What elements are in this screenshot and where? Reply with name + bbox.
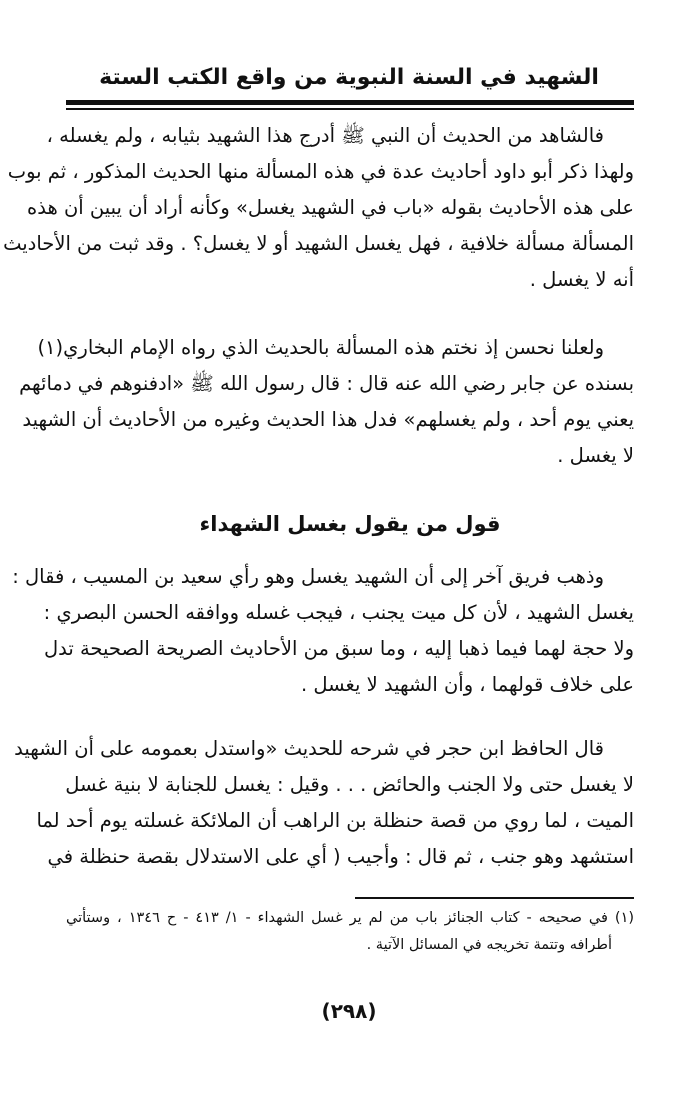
text-line: لا يغسل . [557,444,634,467]
section-heading: قول من يقول بغسل الشهداء [199,512,501,536]
paragraph-2 [19,330,634,474]
text-line: أنه لا يغسل . [529,268,634,291]
page-number: (٢٩٨) [321,999,377,1023]
header-rule-thick [66,100,634,105]
paragraph-3 [12,559,634,703]
text-line: لا يغسل حتى ولا الجنب والحائض . . . وقيل : يغسل للجنابة لا بنية غسل [65,773,634,796]
text-line: ولهذا ذكر أبو داود أحاديث عدة في هذه المسألة منها الحديث المذكور ، ثم بوب [7,160,634,183]
text-line: ولعلنا نحسن إذ نختم هذه المسألة بالحديث الذي رواه الإمام البخاري(١) [37,336,604,359]
text-line: وذهب فريق آخر إلى أن الشهيد يغسل وهو رأي سعيد بن المسيب ، فقال : [12,565,604,588]
footnote-line: أطرافه وتتمة تخريجه في المسائل الآتية . [366,937,612,953]
text-line: يعني يوم أحد ، ولم يغسلهم» فدل هذا الحديث وغيره من الأحاديث أن الشهيد [22,408,634,431]
running-header-title: الشهيد في السنة النبوية من واقع الكتب الستة [99,65,599,90]
text-line: استشهد وهو جنب ، ثم قال : وأجيب ( أي على الاستدلال بقصة حنظلة في [47,845,634,868]
text-line: بسنده عن جابر رضي الله عنه قال : قال رسول الله ﷺ «ادفنوهم في دمائهم [19,372,634,395]
footnote [66,905,634,959]
footnote-line: (١) في صحيحه - كتاب الجنائز باب من لم ير غسل الشهداء - ١/ ٤١٣ - ح ١٣٤٦ ، وستأتي [66,910,635,926]
paragraph-1 [3,118,634,298]
text-line: المسألة مسألة خلافية ، فهل يغسل الشهيد أو لا يغسل؟ . وقد ثبت من الأحاديث [3,232,634,255]
text-line: على خلاف قولهما ، وأن الشهيد لا يغسل . [300,673,634,696]
header-rule-thin [66,108,634,110]
text-line: فالشاهد من الحديث أن النبي ﷺ أدرج هذا الشهيد بثيابه ، ولم يغسله ، [46,124,604,147]
text-line: ولا حجة لهما فيما ذهبا إليه ، وما سبق من الأحاديث الصريحة الصحيحة تدل [43,637,634,660]
text-line: قال الحافظ ابن حجر في شرحه للحديث «واستدل بعمومه على أن الشهيد [14,737,604,760]
paragraph-4 [14,731,634,875]
footnote-rule [355,897,634,899]
text-line: على هذه الأحاديث بقوله «باب في الشهيد يغسل» وكأنه أراد أن يبين أن هذه [27,196,634,219]
text-line: الميت ، لما روي من قصة حنظلة بن الراهب أن الملائكة غسلته يوم أحد لما [36,809,634,832]
text-line: يغسل الشهيد ، لأن كل ميت يجنب ، فيجب غسله ووافقه الحسن البصري : [43,601,634,624]
